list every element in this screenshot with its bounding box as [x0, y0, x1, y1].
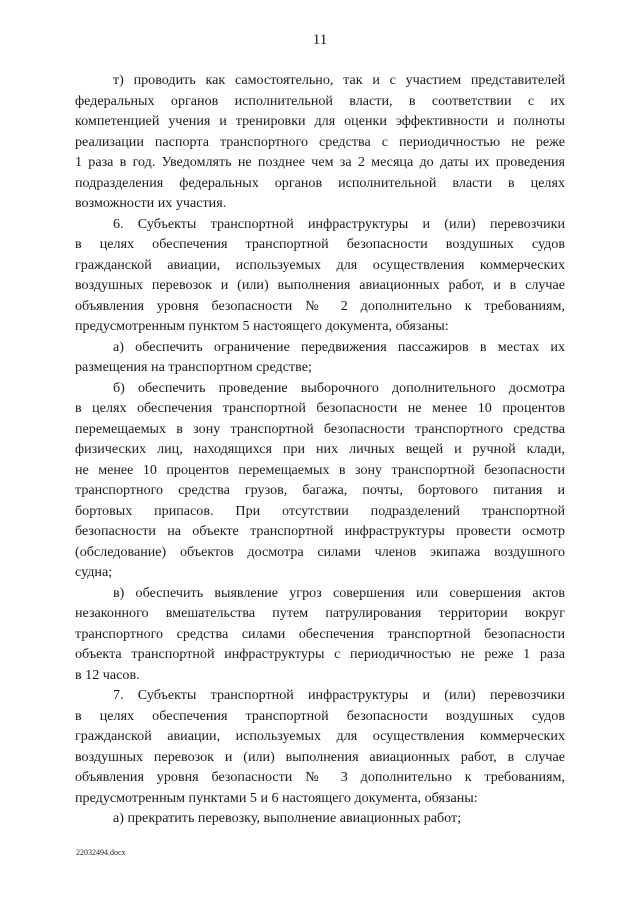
text-line: т) проводить как самостоятельно, так и с участием представителей [113, 72, 565, 88]
text-line: а) обеспечить ограничение передвижения пассажиров в местах их [113, 338, 565, 355]
text-line: судна; [75, 564, 113, 580]
text-line: незаконного вмешательства путем патрулирования территории вокруг [75, 605, 565, 621]
text-line: не менее 10 процентов перемещаемых в зону транспортной безопасности [75, 461, 565, 478]
text-line: безопасности на объекте транспортной инфраструктуры провести осмотр [75, 523, 565, 539]
text-line: транспортного средства грузов, багажа, почты, бортового питания и [75, 482, 565, 498]
text-line: в целях обеспечения транспортной безопасности не менее 10 процентов [75, 400, 565, 416]
footer-filename: 22032494.docx [76, 848, 126, 857]
text-line: (обследование) объектов досмотра силами членов экипажа воздушного [75, 543, 565, 560]
text-line: предусмотренным пунктом 5 настоящего документа, обязаны: [75, 318, 449, 334]
text-line: в целях обеспечения транспортной безопасности воздушных судов [75, 707, 565, 724]
text-line: гражданской авиации, используемых для осуществления коммерческих [75, 728, 565, 744]
text-line: транспортного средства силами обеспечения транспортной безопасности [75, 625, 565, 642]
text-line: в целях обеспечения транспортной безопасности воздушных судов [75, 236, 565, 252]
text-line: реализации паспорта транспортного средства с периодичностью не реже [75, 133, 565, 150]
text-line: перемещаемых в зону транспортной безопасности транспортного средства [75, 420, 565, 437]
text-line: компетенцией учения и тренировки для оценки эффективности и полноты [75, 113, 565, 129]
text-line: а) прекратить перевозку, выполнение авиационных работ; [113, 810, 462, 826]
text-line: федеральных органов исполнительной власти, в соответствии с их [75, 92, 565, 109]
text-line: 6. Субъекты транспортной инфраструктуры и (или) перевозчики [113, 215, 565, 232]
text-line: 7. Субъекты транспортной инфраструктуры и (или) перевозчики [113, 687, 565, 703]
text-line: физических лиц, находящихся при них личных вещей и ручной клади, [75, 441, 565, 457]
page-number: 11 [312, 32, 328, 48]
document-body [75, 70, 565, 829]
text-line: подразделения федеральных органов исполнительной власти в целях [75, 174, 565, 191]
text-line: бортовых припасов. При отсутствии подразделений транспортной [75, 502, 565, 519]
text-line: в) обеспечить выявление угроз совершения или совершения актов [113, 584, 565, 601]
text-line: гражданской авиации, используемых для осуществления коммерческих [75, 256, 565, 273]
text-line: б) обеспечить проведение выборочного дополнительного досмотра [113, 379, 565, 396]
text-line: воздушных перевозок и (или) выполнения авиационных работ, в случае [75, 748, 565, 765]
text-line: воздушных перевозок и (или) выполнения авиационных работ, и в случае [75, 277, 565, 293]
text-line: размещения на транспортном средстве; [75, 359, 312, 375]
text-line: предусмотренным пунктами 5 и 6 настоящего документа, обязаны: [75, 789, 478, 806]
text-line: в 12 часов. [75, 666, 140, 683]
text-line: возможности их участия. [75, 195, 227, 211]
text-line: объявления уровня безопасности № 2 дополнительно к требованиям, [75, 297, 565, 314]
text-line: объекта транспортной инфраструктуры с периодичностью не реже 1 раза [75, 646, 565, 662]
text-line: объявления уровня безопасности № 3 дополнительно к требованиям, [75, 769, 565, 785]
text-line: 1 раза в год. Уведомлять не позднее чем за 2 месяца до даты их проведения [75, 154, 565, 170]
